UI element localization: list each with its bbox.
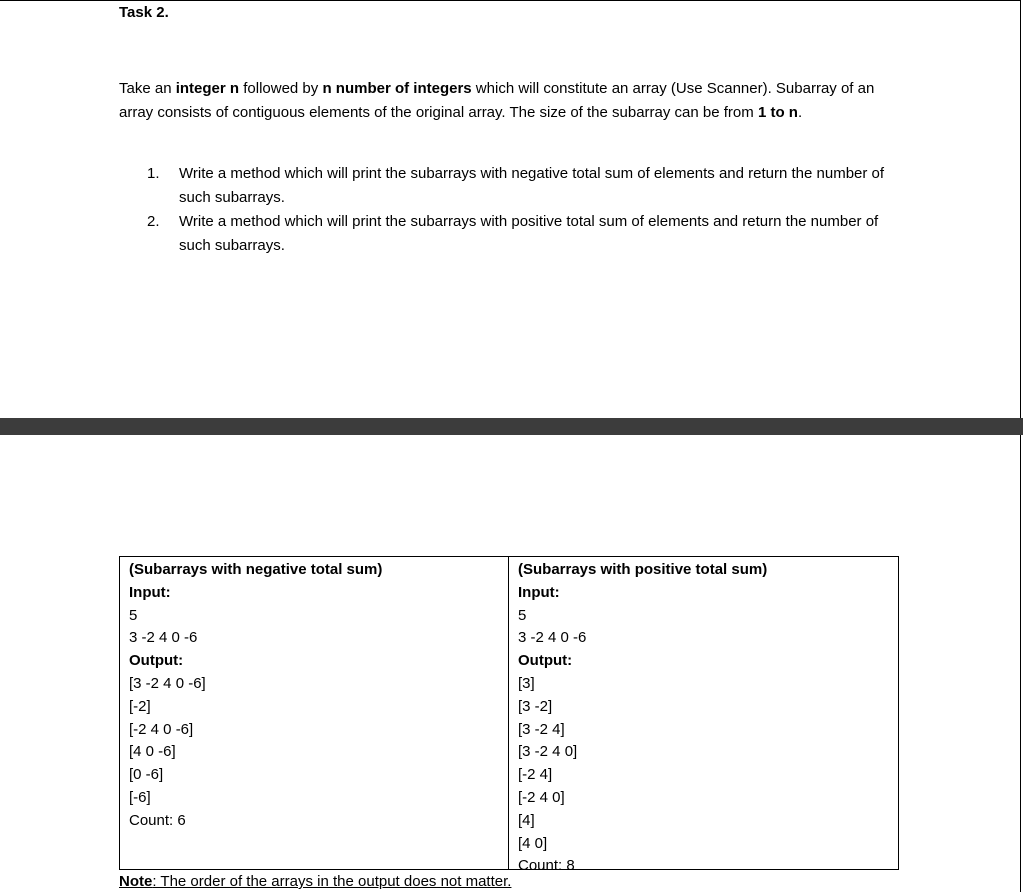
list-item-text: Write a method which will print the subarrays with positive total sum of elements and return the number of such subarrays. (179, 213, 879, 254)
positive-input-line: 3 -2 4 0 -6 (518, 629, 587, 647)
positive-output-line: [-2 4 0] (518, 788, 565, 806)
list-item-text: Write a method which will print the subarrays with negative total sum of elements and return the number of such subarrays. (179, 165, 885, 206)
negative-output-line: [3 -2 4 0 -6] (129, 674, 206, 692)
page-separator (0, 418, 1023, 435)
desc-text-2: followed by (239, 80, 323, 97)
task-list (147, 162, 889, 258)
negative-example-cell (120, 557, 509, 869)
desc-text-1: Take an (119, 80, 176, 97)
document-page-2 (0, 435, 1021, 892)
negative-output-line: [-2 4 0 -6] (129, 720, 194, 738)
desc-text-3: which will constitute an array (Use Scanner). Subarray of an array consists of contiguous elements of the original array. The size of the subarray can be from (119, 80, 875, 121)
task-description (119, 77, 889, 125)
positive-output-line: [4 0] (518, 834, 548, 852)
negative-input-line: 3 -2 4 0 -6 (129, 629, 198, 647)
positive-output-line: [3] (518, 674, 535, 692)
positive-heading: (Subarrays with positive total sum) (518, 561, 768, 578)
negative-count: Count: 6 (129, 811, 186, 829)
positive-input-label: Input: (518, 583, 560, 601)
note-label: Note (119, 873, 153, 890)
positive-output-line: [3 -2 4] (518, 720, 565, 738)
task-title: Task 2. (119, 4, 169, 21)
list-item (147, 162, 889, 210)
desc-text-4: . (797, 104, 803, 121)
positive-output-line: [4] (518, 811, 535, 829)
desc-bold-1: integer n (175, 80, 240, 97)
note (119, 872, 511, 892)
negative-output-line: [4 0 -6] (129, 743, 176, 761)
list-item-number: 2. (147, 213, 160, 230)
negative-output-label: Output: (129, 652, 184, 670)
note-text: : The order of the arrays in the output does not matter. (152, 873, 512, 890)
negative-heading: (Subarrays with negative total sum) (129, 561, 383, 578)
examples-table (119, 556, 899, 875)
document-page-1 (0, 0, 1021, 418)
desc-bold-2: n number of integers (322, 80, 472, 97)
negative-input-line: 5 (129, 606, 138, 624)
list-item-number: 1. (147, 165, 160, 182)
list-item (147, 210, 889, 258)
positive-output-line: [3 -2] (518, 697, 553, 715)
positive-input-line: 5 (518, 606, 527, 624)
positive-count: Count: 8 (518, 857, 575, 875)
negative-output-line: [0 -6] (129, 766, 164, 784)
negative-output-line: [-6] (129, 788, 151, 806)
desc-bold-3: 1 to n (757, 104, 798, 121)
negative-output-line: [-2] (129, 697, 151, 715)
positive-output-line: [-2 4] (518, 766, 553, 784)
positive-output-label: Output: (518, 652, 573, 670)
negative-input-label: Input: (129, 583, 171, 601)
positive-output-line: [3 -2 4 0] (518, 743, 578, 761)
positive-example-cell (509, 557, 898, 875)
